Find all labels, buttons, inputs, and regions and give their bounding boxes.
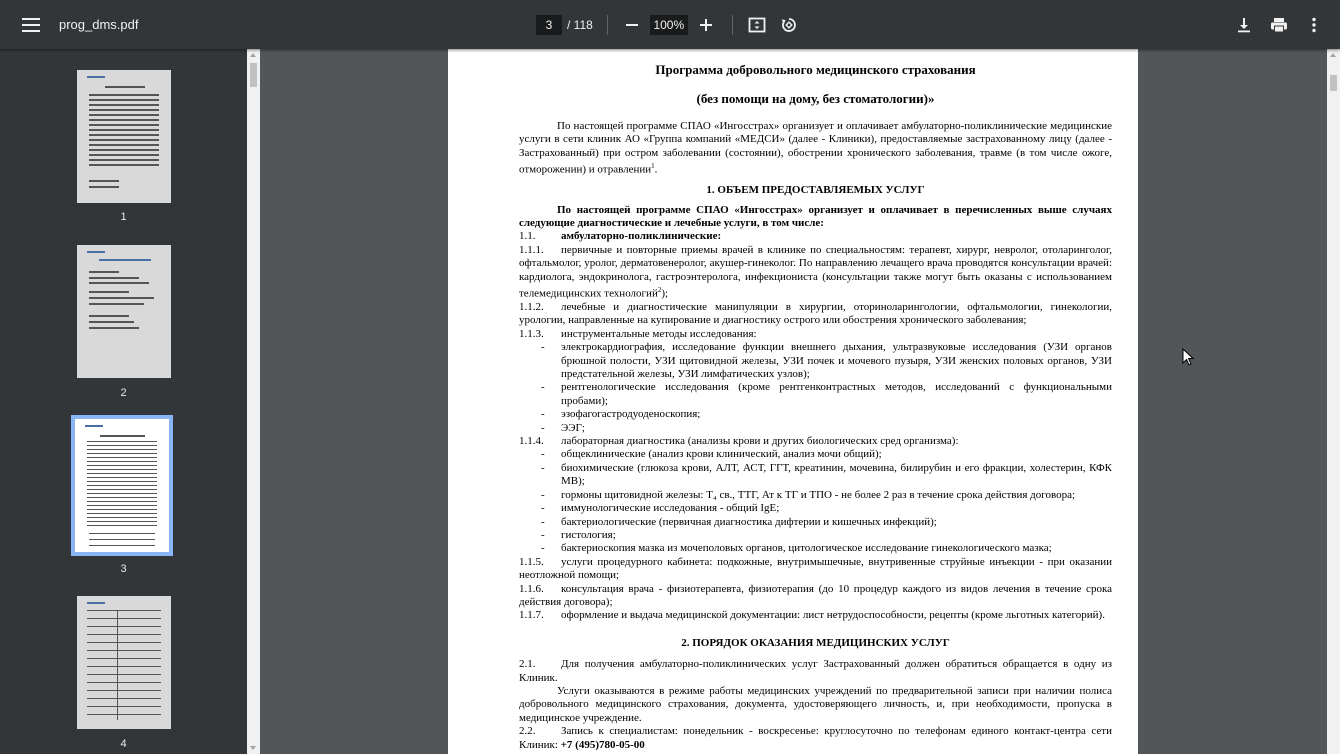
intro-text: По настоящей программе СПАО «Ингосстрах» организует и оплачивает амбулаторно-поликлинические медицинские услуги в сети клиник АО «Группа компаний «МЕДСИ» (далее - Клиники), предоставляемые застрахованному лицу (далее - Застрахованный) при остром заболевании (состоянии), обострении хронического заболевания, травме (в том числе ожоге, отморожении) и отравлении — [519, 119, 1112, 176]
footnote-ref: 2 — [657, 285, 662, 294]
thumbnail-label: 1 — [120, 211, 127, 223]
dash-item: - электрокардиография, исследование функции внешнего дыхания, ультразвуковые исследования (УЗИ органов брюшной полости, УЗИ щитовидной железы, УЗИ почек и мочевого пузыря, УЗИ женских половых органов, УЗИ предстательной железы, УЗИ лимфатических узлов); — [541, 341, 1112, 381]
page-total: / 118 — [567, 17, 593, 32]
list-item — [519, 658, 1112, 685]
toolbar-divider — [732, 15, 733, 35]
item-number: 2.2. — [519, 725, 536, 738]
item-number: 1.1.3. — [519, 327, 544, 340]
section-heading-1: 1. ОБЪЕМ ПРЕДОСТАВЛЯЕМЫХ УСЛУГ — [706, 184, 925, 197]
thumbnail-label: 4 — [120, 738, 127, 750]
list-item — [519, 230, 1112, 243]
scrollbar-thumb[interactable] — [250, 63, 257, 87]
dash-item: - бактериоскопия мазка из мочеполовых органов, цитологическое исследование гинекологического мазка; — [519, 542, 1112, 555]
scroll-up-icon[interactable] — [250, 53, 256, 57]
toolbar-right — [1232, 0, 1326, 49]
list-item — [519, 725, 1112, 752]
thumbnail-label: 2 — [120, 387, 127, 399]
page-thumbnail-4[interactable] — [77, 596, 171, 729]
item-number: 1.1.2. — [519, 301, 544, 313]
item-text: консультация врача - физиотерапевта, физиотерапия (до 10 процедур каждого из видов лечения в течение срока действия договора); — [519, 582, 1112, 608]
dash-item-text: иммунологические исследования - общий IgE; — [561, 502, 780, 515]
dash-item-text: биохимические (глюкоза крови, АЛТ, АСТ, ГГТ, креатинин, мочевина, билирубин и его фракции, холестерин, КФК МВ); — [561, 461, 1112, 488]
item-text: Для получения амбулаторно-поликлинических услуг Застрахованный должен обратиться обращается в одну из Клиник. — [519, 658, 1112, 684]
item-number: 1.1.7. — [519, 609, 544, 622]
paragraph: Услуги оказываются в режиме работы медицинских учреждений по предварительной записи при наличии полиса добровольного медицинского страхования, документа, удостоверяющего личность, и, при необходимости, пропуска в медицинское учреждение. — [519, 684, 1112, 724]
dash-item: - гормоны щитовидной железы: Т₄ св., ТТГ, Ат к ТГ и ТПО - не более 2 раз в течение срока действия договора; — [519, 489, 1112, 502]
list-item — [519, 435, 1112, 448]
toolbar-center — [536, 0, 801, 49]
page-thumbnail-1[interactable] — [77, 70, 171, 203]
dash-item: - рентгенологические исследования (кроме рентгенконтрастных методов, исследований с функциональными пробами); — [541, 381, 1112, 407]
list-item — [519, 328, 1112, 341]
dash-item: - общеклинические (анализ крови клинический, анализ мочи общий); — [519, 448, 1112, 461]
item-number: 1.1.1. — [519, 243, 544, 256]
item-number: 1.1.4. — [519, 435, 544, 448]
thumbnail-sidebar — [0, 49, 247, 754]
page-title: Программа добровольного медицинского страхования — [655, 62, 976, 77]
dash-item-text: бактериологические (первичная диагностика дифтерии и кишечных инфекций); — [561, 515, 937, 528]
menu-icon[interactable] — [21, 15, 41, 35]
item-text: амбулаторно-поликлинические: — [561, 230, 722, 243]
section1-lead: По настоящей программе СПАО «Ингосстрах» организует и оплачивает в перечисленных выше случаях следующие диагностические и лечебные услуги, в том числе: — [519, 203, 1112, 229]
dash-item-text: рентгенологические исследования (кроме рентгенконтрастных методов, исследований с функциональными пробами); — [561, 381, 1112, 407]
pdf-page — [448, 49, 1138, 754]
dash-item: - бактериологические (первичная диагностика дифтерии и кишечных инфекций); — [519, 516, 1112, 529]
dash-item-text: бактериоскопия мазка из мочеполовых органов, цитологическое исследование гинекологического мазка; — [561, 542, 1052, 555]
item-number: 1.1. — [519, 230, 536, 243]
dash-item: - ЭЭГ; — [519, 422, 1112, 435]
scroll-down-icon[interactable] — [250, 746, 256, 750]
zoom-level-input[interactable] — [650, 15, 688, 35]
dash-item-text: общеклинические (анализ крови клинический, анализ мочи общий); — [561, 448, 882, 461]
item-text: лабораторная диагностика (анализы крови и других биологических сред организма): — [561, 435, 959, 448]
list-item — [519, 609, 1112, 622]
intro-end: . — [654, 163, 658, 176]
footnote-ref: 1 — [651, 162, 655, 171]
list-item — [519, 244, 1112, 301]
print-icon[interactable] — [1267, 13, 1291, 37]
item-text: первичные и повторные приемы врачей в клинике по специальностям: терапевт, хирург, невролог, отоларинголог, офтальмолог, уролог, дерматовенеролог, акушер-гинеколог. По направлению лечащего врача проводятся консультации врачей: кардиолога, эндокринолога, гастроэнтеролога, инфекциониста (консультации также могут быть оказаны с использованием телемедицинских технологий — [519, 243, 1112, 300]
item-text: оформление и выдача медицинской документации: лист нетрудоспособности, рецепты (кроме льготных категорий). — [561, 609, 1105, 622]
toolbar-divider — [607, 15, 608, 35]
item-text: услуги процедурного кабинета: подкожные, внутримышечные, внутривенные струйные инъекции - при оказании неотложной помощи; — [519, 555, 1112, 582]
scroll-up-icon[interactable] — [1330, 53, 1336, 57]
item-text: лечебные и диагностические манипуляции в хирургии, оториноларингологии, офтальмологии, гинекологии, урологии, направленные на купирование и диагностику острого или обострения хронического заболевания; — [519, 301, 1112, 327]
page-number-input[interactable] — [536, 15, 562, 35]
item-text: Запись к специалистам: понедельник - воскресенье: круглосуточно по телефонам единого контакт-центра сети Клиник: — [519, 725, 1112, 751]
toolbar-left — [0, 0, 139, 49]
more-actions-icon[interactable] — [1302, 13, 1326, 37]
dash-item-text: ЭЭГ; — [561, 421, 585, 434]
dash-item-text: электрокардиография, исследование функции внешнего дыхания, ультразвуковые исследования (УЗИ органов брюшной полости, УЗИ щитовидной железы, УЗИ почек и мочевого пузыря, УЗИ женских половых органов, УЗИ предстательной железы, УЗИ лимфатических узлов); — [561, 341, 1112, 381]
list-item — [519, 583, 1112, 610]
dash-item-text: эзофагогастродуоденоскопия; — [561, 408, 701, 421]
section-heading-2: 2. ПОРЯДОК ОКАЗАНИЯ МЕДИЦИНСКИХ УСЛУГ — [681, 636, 950, 649]
item-number: 1.1.5. — [519, 555, 544, 568]
zoom-in-icon[interactable] — [694, 13, 718, 37]
dash-item: - иммунологические исследования - общий IgE; — [519, 502, 1112, 515]
list-item — [519, 556, 1112, 583]
sidebar-scrollbar[interactable] — [247, 49, 260, 754]
dash-item: - биохимические (глюкоза крови, АЛТ, АСТ, ГГТ, креатинин, мочевина, билирубин и его фракции, холестерин, КФК МВ); — [541, 461, 1112, 488]
download-icon[interactable] — [1232, 13, 1256, 37]
page-thumbnail-3[interactable] — [75, 419, 169, 552]
item-text-end: ); — [661, 287, 669, 300]
scrollbar-thumb[interactable] — [1330, 75, 1337, 91]
page-subtitle: (без помощи на дому, без стоматологии)» — [696, 91, 935, 107]
item-text: инструментальные методы исследования: — [561, 327, 757, 340]
dash-item-text: гормоны щитовидной железы: Т₄ св., ТТГ, Ат к ТГ и ТПО - не более 2 раз в течение срока действия договора; — [561, 488, 1076, 501]
fit-page-icon[interactable] — [745, 13, 769, 37]
document-scrollbar[interactable] — [1327, 49, 1340, 754]
item-number: 1.1.6. — [519, 582, 544, 595]
dash-item: - гистология; — [519, 529, 1112, 542]
document-title: prog_dms.pdf — [59, 17, 139, 32]
thumbnail-label: 3 — [120, 563, 127, 575]
item-number: 2.1. — [519, 658, 536, 671]
list-item — [519, 301, 1112, 328]
zoom-out-icon[interactable] — [620, 13, 644, 37]
page-thumbnail-2[interactable] — [77, 245, 171, 378]
dash-item: - эзофагогастродуоденоскопия; — [519, 408, 1112, 421]
dash-item-text: гистология; — [561, 528, 616, 541]
mouse-cursor-icon — [1182, 348, 1194, 366]
pdf-toolbar — [0, 0, 1340, 49]
intro-paragraph — [519, 120, 1112, 177]
rotate-icon[interactable] — [777, 13, 801, 37]
phone-number: +7 (495)780-05-00 — [560, 738, 645, 751]
